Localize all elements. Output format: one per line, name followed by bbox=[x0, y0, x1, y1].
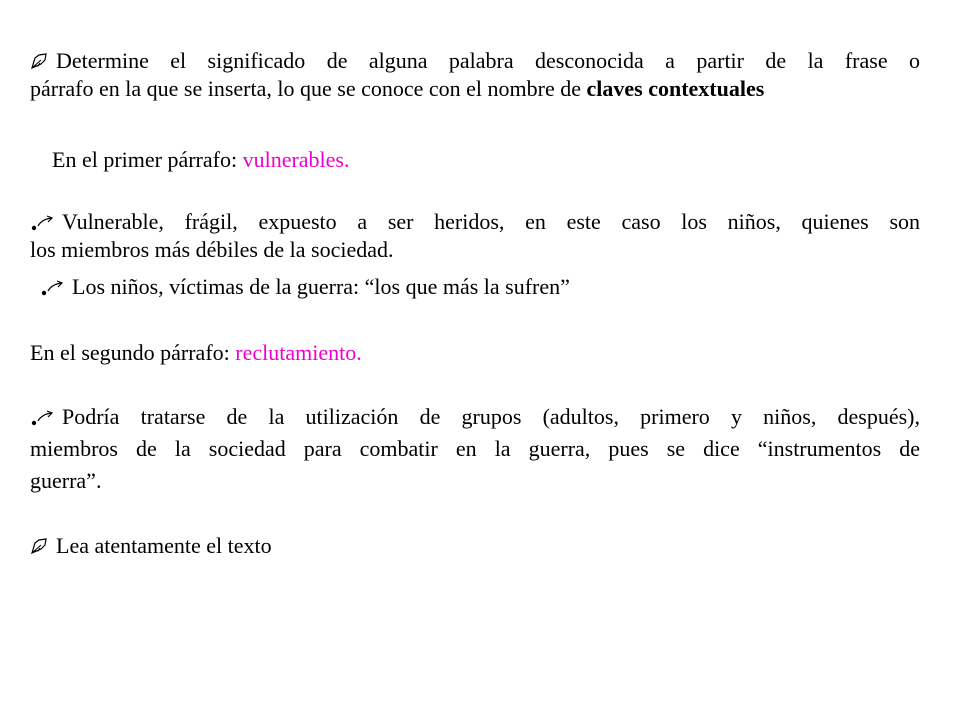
second-paragraph-label: En el segundo párrafo: bbox=[30, 340, 236, 365]
first-paragraph-line bbox=[52, 146, 942, 174]
first-paragraph-label: En el primer párrafo: bbox=[52, 147, 243, 172]
keyword-vulnerables: vulnerables. bbox=[242, 147, 350, 172]
pointer-arrow-icon bbox=[30, 408, 56, 426]
bullet-3-text-1: Podría tratarse de la utilización de grupos (adultos, primero y niños, después), bbox=[62, 404, 920, 429]
bullet-1-line-1 bbox=[30, 208, 920, 236]
instruction-text-1: Determine el significado de alguna palabra desconocida a partir de la frase o bbox=[56, 48, 920, 73]
keyword-reclutamiento: reclutamiento. bbox=[235, 340, 362, 365]
quill-pen-icon bbox=[30, 52, 50, 70]
second-paragraph-line bbox=[30, 339, 920, 367]
bullet-2-line bbox=[40, 273, 930, 301]
bullet-3-text-2: miembros de la sociedad para combatir en la guerra, pues se dice “instrumentos de bbox=[30, 436, 920, 461]
final-instruction-text: Lea atentamente el texto bbox=[56, 533, 272, 558]
instruction-text-2: párrafo en la que se inserta, lo que se conoce con el nombre de bbox=[30, 76, 587, 101]
bullet-1-text-2: los miembros más débiles de la sociedad. bbox=[30, 237, 394, 262]
bullet-1-text-1: Vulnerable, frágil, expuesto a ser heridos, en este caso los niños, quienes son bbox=[62, 209, 920, 234]
bullet-3-text-3: guerra”. bbox=[30, 468, 102, 493]
bullet-1-line-2 bbox=[30, 236, 920, 264]
instruction-line-2 bbox=[30, 75, 920, 103]
pointer-arrow-icon bbox=[40, 278, 66, 296]
final-instruction-line bbox=[30, 532, 920, 560]
bullet-2-text: Los niños, víctimas de la guerra: “los que más la sufren” bbox=[72, 274, 570, 299]
bullet-3-line-1 bbox=[30, 403, 920, 431]
quill-pen-icon bbox=[30, 537, 50, 555]
claves-contextuales-term: claves contextuales bbox=[586, 76, 765, 101]
bullet-3-line-2 bbox=[30, 435, 920, 463]
bullet-3-line-3 bbox=[30, 467, 920, 495]
pointer-arrow-icon bbox=[30, 213, 56, 231]
instruction-line-1 bbox=[30, 47, 920, 75]
